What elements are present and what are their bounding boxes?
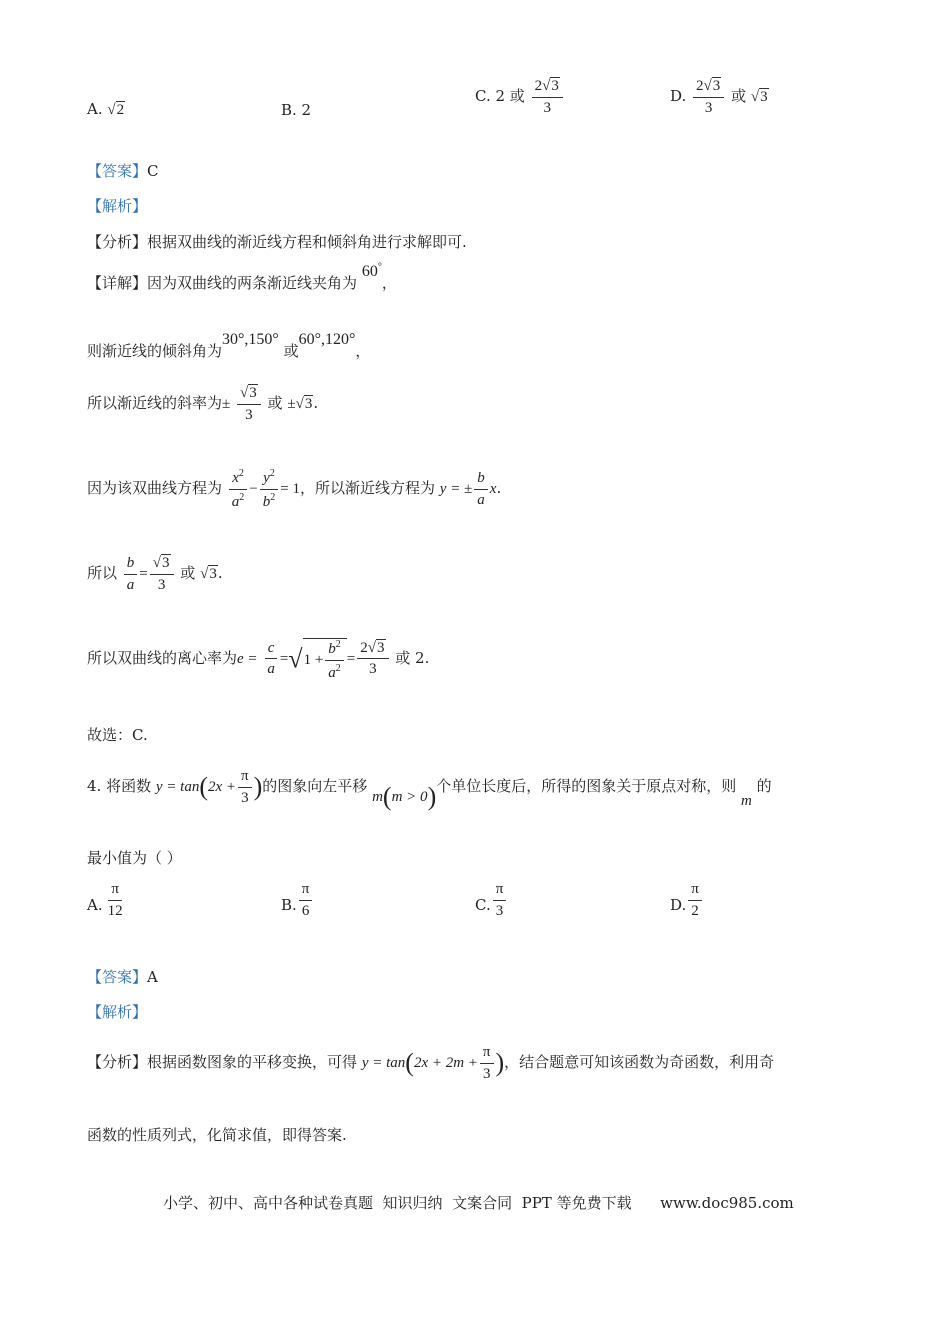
option-label: D. (670, 896, 687, 914)
radicand: 3 (377, 639, 385, 656)
q4-option-a (87, 881, 128, 919)
function-expression: y = tan (155, 779, 200, 795)
option-label: B. (281, 896, 297, 914)
q3-option-c (475, 78, 565, 116)
fraction (299, 881, 313, 919)
coef: 2 (534, 78, 543, 94)
denominator: a (126, 576, 135, 593)
punct: . (217, 564, 223, 582)
numerator: c (265, 640, 278, 660)
punct: . (313, 394, 319, 412)
detail-line-1: 【详解】因为双曲线的两条渐近线夹角为 60°， (87, 261, 397, 292)
radicand: 3 (551, 78, 559, 94)
equation-part: e = (237, 650, 258, 667)
q4-option-d (670, 881, 704, 919)
detail-line-6: 所以双曲线的离心率为e = $\frac{c}{a}$ =√ 1 + $\frac{b^2}{a^2}$ = $\frac{2√3}{3}$ 或 2. (87, 639, 430, 681)
pm-sign: ± (222, 396, 231, 412)
angle-values: 60°,120° (298, 331, 356, 348)
stem-text: 的 (756, 777, 772, 795)
q3-option-a (87, 100, 125, 119)
denominator: a (477, 491, 485, 508)
answer-value: A (147, 968, 158, 986)
equation-part: = 1 (280, 481, 300, 497)
punct: ， (381, 274, 397, 292)
detail-text: ，所以渐近线方程为 (299, 479, 435, 497)
fenxi-text: 根据函数图象的平移变换，可得 (147, 1053, 358, 1071)
detail-line-7 (87, 724, 148, 745)
or-text: 或 (267, 394, 283, 412)
denominator: 3 (157, 576, 166, 593)
denominator: 6 (301, 902, 310, 919)
numerator: π (480, 1044, 494, 1064)
page-footer (163, 1192, 794, 1213)
fraction (493, 881, 507, 919)
option-text: B. 2 (281, 101, 312, 119)
q3-option-d (670, 78, 769, 116)
detail-line-4: 因为该双曲线方程为 $\frac{x^2}{a^2}$ − $\frac{y^2}{b^2}$ = 1，所以渐近线方程为 y = ± $\frac{b}{a}$ x. (87, 468, 502, 510)
denominator: a (267, 661, 275, 678)
fraction: $\frac{2√3}{3}$ (532, 78, 563, 116)
stem-text: 的图象向左平移 (262, 777, 368, 795)
detail-text: 则渐近线的倾斜角为 (87, 342, 223, 360)
option-label: A. (87, 100, 103, 118)
numerator: π (238, 768, 252, 788)
answer-tag: 【答案】 (87, 968, 148, 986)
fenxi-text: 根据双曲线的渐近线方程和倾斜角进行求解即可. (147, 233, 467, 251)
fraction (474, 470, 488, 508)
numerator: π (299, 881, 313, 901)
detail-text: 所以双曲线的离心率为 (87, 648, 238, 667)
var: m (741, 793, 752, 809)
option-text: C. 2 或 (475, 87, 525, 105)
var: x (232, 470, 239, 486)
fraction (688, 881, 702, 919)
denominator: 3 (369, 661, 377, 678)
or-text: 或 (731, 87, 747, 105)
q4-stem-line-1: 4. 将函数 y = tan(2x + $\frac{\pi}{3}$ )的图象向左平移 m(m > 0)个单位长度后，所得的图象关于原点对称，则 m 的 (87, 768, 772, 811)
or-text: 或 2. (395, 648, 430, 667)
detail-text: 所以渐近线的斜率为 (87, 394, 223, 412)
analysis-line (87, 1001, 147, 1022)
q4-option-c (475, 881, 508, 919)
detail-line-3: 所以渐近线的斜率为± $\frac{√3}{3}$ 或 ±√3. (87, 385, 319, 423)
option-label: C. (475, 896, 491, 914)
punct: ， (355, 342, 371, 360)
fraction: $\frac{√3}{3}$ (150, 555, 174, 593)
fraction: $\frac{x^2}{a^2}$ (229, 468, 248, 510)
radicand: 3 (304, 396, 313, 412)
q4-stem-line-2 (87, 847, 182, 868)
denominator: 3 (482, 1065, 491, 1082)
fenxi-tag: 【分析】 (87, 233, 148, 251)
coef: 2 (360, 639, 368, 656)
sqrt-expression: √2 (107, 102, 125, 118)
denominator: 3 (495, 902, 504, 919)
numerator: π (688, 881, 702, 901)
radicand: 2 (116, 102, 125, 118)
fraction: $\frac{y^2}{b^2}$ (260, 468, 279, 510)
radicand: 3 (760, 89, 768, 105)
option-label: A. (87, 896, 103, 914)
stem-text: 个单位长度后，所得的图象关于原点对称，则 (436, 777, 737, 795)
radicand: 3 (162, 555, 170, 571)
fraction: $\frac{√3}{3}$ (237, 385, 261, 423)
equation-part: 2x + 2m + (413, 1055, 478, 1071)
detail-text: 所以 (87, 564, 118, 582)
coef: 2 (696, 78, 704, 94)
var: a (328, 664, 336, 681)
var: m (372, 789, 383, 805)
option-label: D. (670, 87, 687, 105)
detail-text: 因为双曲线的两条渐近线夹角为 (147, 274, 358, 292)
analysis-tag: 【解析】 (87, 1003, 148, 1021)
detail-line-5: 所以 $\frac{b}{a}$ = $\frac{√3}{3}$ 或 √3. (87, 555, 223, 593)
footer-text: 小学、初中、高中各种试卷真题 知识归纳 文案合同 PPT 等免费下载 www.doc985.com (163, 1194, 794, 1212)
sqrt-expression: √3 (750, 89, 768, 105)
fraction (480, 1044, 494, 1082)
equation-part: y = ± (439, 481, 473, 497)
fraction: $\frac{2√3}{3}$ (357, 640, 388, 678)
radicand: 3 (249, 385, 257, 401)
fenxi-tag: 【分析】 (87, 1053, 148, 1071)
punct: . (496, 479, 502, 497)
fenxi-line-2 (87, 1124, 347, 1145)
equation-part: 2x + (208, 779, 237, 795)
fraction (105, 881, 126, 919)
fenxi-line-1: 【分析】根据函数图象的平移变换，可得 y = tan(2x + 2m + $\frac{\pi}{3}$ )，结合题意可知该函数为奇函数，利用奇 (87, 1044, 775, 1082)
answer-tag: 【答案】 (87, 162, 148, 180)
analysis-tag: 【解析】 (87, 197, 148, 215)
answer-line (87, 160, 159, 181)
fraction (124, 555, 138, 593)
conclusion-text: 故选：C. (87, 726, 148, 744)
detail-tag: 【详解】 (87, 274, 148, 292)
condition: m > 0 (391, 789, 428, 805)
numerator: π (493, 881, 507, 901)
function-expression: y = tan (361, 1055, 406, 1071)
numerator: π (108, 881, 122, 901)
var: b (262, 493, 271, 510)
or-text: 或 (283, 342, 299, 360)
var: y (263, 470, 270, 486)
stem-text: 4. 将函数 (87, 777, 152, 795)
or-text: 或 (180, 564, 196, 582)
angle-value: 60 (361, 263, 378, 280)
fraction (264, 640, 278, 678)
sqrt-expression: √ 1 + $\frac{b^2}{a^2}$ (288, 651, 347, 667)
q3-option-b (281, 101, 311, 119)
stem-text: 最小值为（ ） (87, 849, 182, 867)
detail-text: 因为该双曲线方程为 (87, 479, 223, 497)
denominator: 3 (245, 406, 253, 423)
numerator: b (474, 470, 488, 490)
angle-values: 30°,150° (222, 331, 279, 348)
var: x (489, 481, 497, 497)
pm-sign: ± (287, 396, 296, 412)
denominator: 3 (704, 99, 713, 116)
answer-value: C (147, 162, 159, 180)
fenxi-text: ，结合题意可知该函数为奇函数，利用奇 (504, 1053, 775, 1071)
numerator: b (124, 555, 138, 575)
fraction: $\frac{2√3}{3}$ (693, 78, 724, 116)
equation-part: 1 + (303, 651, 324, 668)
answer-line (87, 966, 158, 987)
analysis-line (87, 195, 147, 216)
fenxi-text: 函数的性质列式，化简求值，即得答案. (87, 1126, 347, 1144)
detail-line-2 (87, 328, 371, 360)
denominator: 2 (691, 902, 699, 919)
q4-option-b (281, 881, 314, 919)
radicand: 3 (209, 566, 217, 582)
denominator: 3 (543, 99, 551, 116)
denominator: 12 (107, 902, 123, 919)
fraction (238, 768, 252, 806)
var: b (328, 641, 336, 657)
denominator: 3 (241, 789, 249, 806)
fenxi-line (87, 231, 467, 252)
var: a (231, 493, 240, 510)
radicand: 3 (712, 78, 721, 94)
